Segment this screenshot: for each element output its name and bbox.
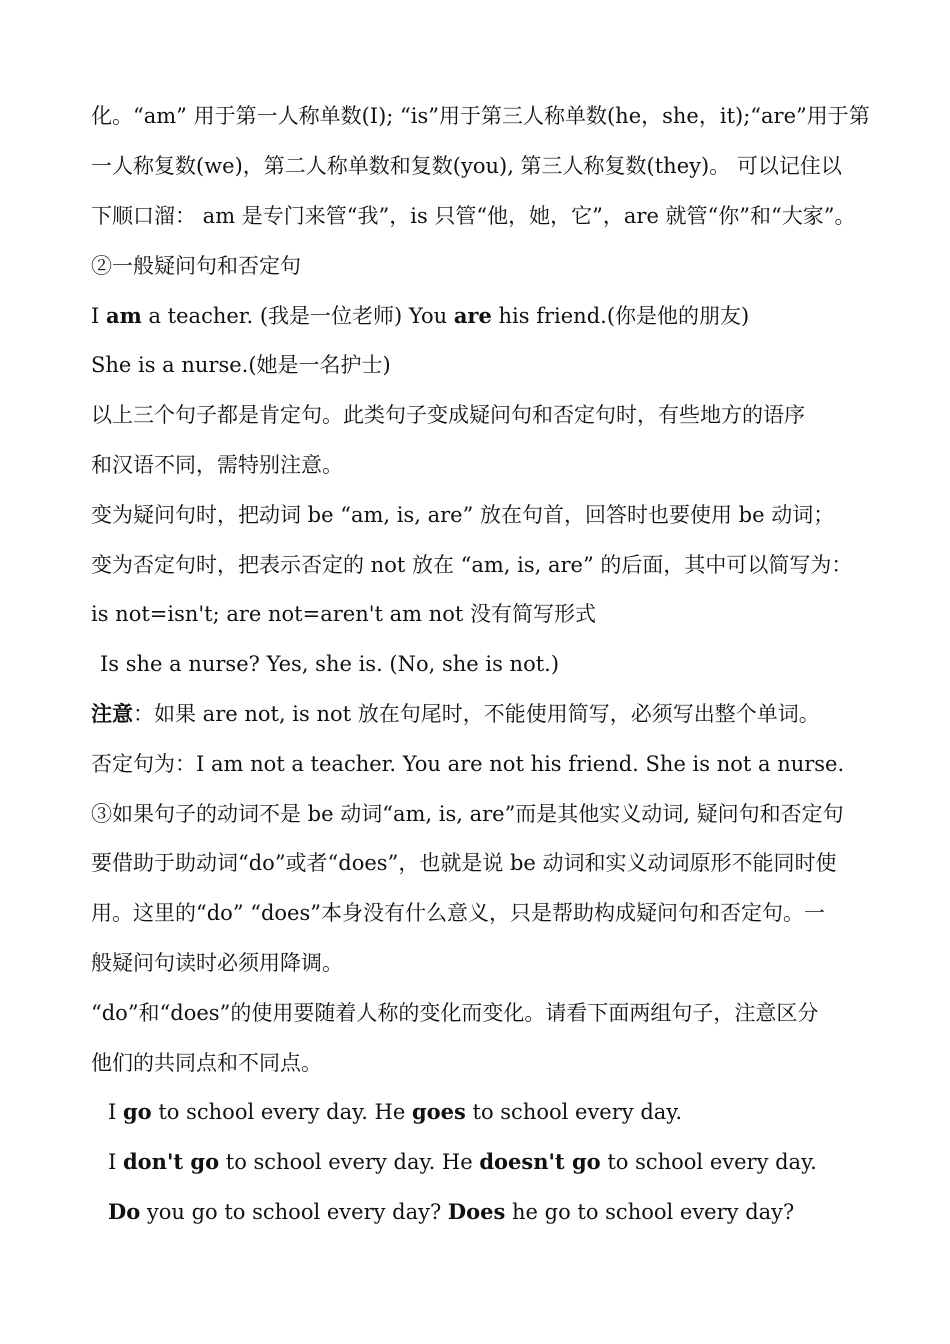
- text-line: 要借助于助动词“do”或者“does”，也就是说 be 动词和实义动词原形不能同时使: [91, 851, 837, 875]
- section-heading-2: ②一般疑问句和否定句: [91, 254, 301, 278]
- example-sentence-negative: I don't go to school every day. He doesn't go to school every day.: [108, 1149, 817, 1174]
- text-line: is not=isn't; are not=aren't am not 没有简写形式: [91, 602, 597, 626]
- text-line: 和汉语不同，需特别注意。: [91, 453, 343, 477]
- text-line: “do”和“does”的使用要随着人称的变化而变化。请看下面两组句子，注意区分: [91, 1001, 819, 1025]
- text-line: She is a nurse.(她是一名护士): [91, 353, 391, 377]
- example-sentence-affirmative: I go to school every day. He goes to school every day.: [108, 1099, 683, 1124]
- text-line: 用。这里的“do” “does”本身没有什么意义，只是帮助构成疑问句和否定句。一: [91, 901, 825, 925]
- text-line: 否定句为：I am not a teacher. You are not his friend. She is not a nurse.: [91, 752, 845, 776]
- text-line: 他们的共同点和不同点。: [91, 1051, 322, 1075]
- text-line: 变为否定句时，把表示否定的 not 放在 “am, is, are” 的后面，其中可以简写为：: [91, 553, 853, 577]
- example-sentences-be: I am a teacher. (我是一位老师) You are his friend.(你是他的朋友): [91, 303, 750, 328]
- text-line: 一人称复数(we)，第二人称单数和复数(you), 第三人称复数(they)。 可以记住以: [91, 154, 842, 178]
- text-line: 化。“am” 用于第一人称单数(I); “is”用于第三人称单数(he，she，it);“are”用于第: [91, 104, 870, 128]
- text-line: 下顺口溜： am 是专门来管“我”，is 只管“他，她，它”，are 就管“你”和“大家”。: [91, 204, 856, 228]
- text-line: 以上三个句子都是肯定句。此类句子变成疑问句和否定句时，有些地方的语序: [91, 403, 805, 427]
- example-question: Is she a nurse? Yes, she is. (No, she is not.): [100, 652, 560, 676]
- note-line: 注意：如果 are not, is not 放在句尾时，不能使用简写，必须写出整个单词。: [91, 701, 820, 726]
- text-line: 变为疑问句时，把动词 be “am, is, are” 放在句首，回答时也要使用 be 动词；: [91, 503, 835, 527]
- section-heading-3: ③如果句子的动词不是 be 动词“am, is, are”而是其他实义动词, 疑问句和否定句: [91, 802, 844, 826]
- text-line: 般疑问句读时必须用降调。: [91, 951, 343, 975]
- example-sentence-question: Do you go to school every day? Does he go to school every day?: [108, 1199, 795, 1224]
